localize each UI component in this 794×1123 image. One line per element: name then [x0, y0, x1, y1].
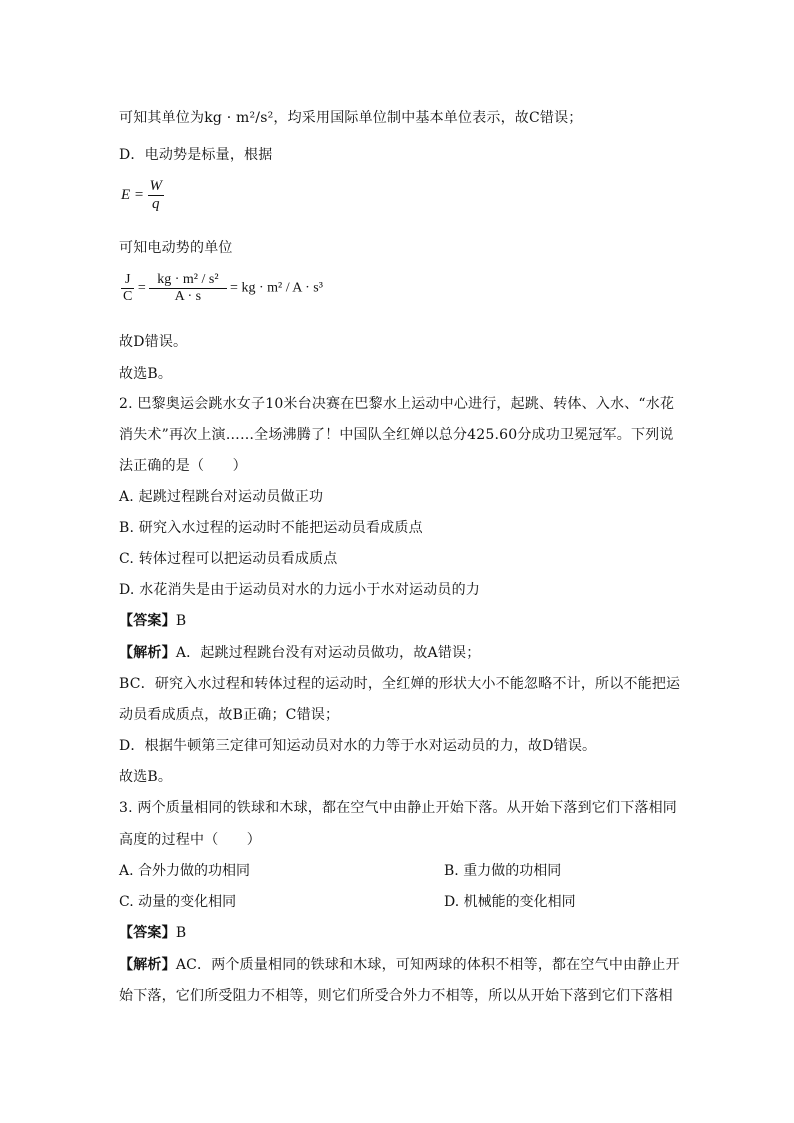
text-line: 故选B。 — [119, 366, 173, 382]
question-text: 3. 两个质量相同的铁球和木球，都在空气中由静止开始下落。从开始下落到它们下落相同 — [119, 800, 678, 816]
option-d: D. 机械能的变化相同 — [444, 894, 576, 910]
option-c: C. 转体过程可以把运动员看成质点 — [119, 551, 338, 567]
fraction-numerator: J — [124, 272, 131, 287]
explanation-text: D．根据牛顿第三定律可知运动员对水的力等于水对运动员的力，故D错误。 — [119, 738, 597, 754]
answer-line — [119, 611, 186, 631]
fraction — [121, 272, 134, 305]
explanation-text: A．起跳过程跳台没有对运动员做功，故A错误； — [175, 645, 481, 661]
explanation-text: BC．研究入水过程和转体过程的运动时，全红婵的形状大小不能忽略不计，所以不能把运 — [119, 676, 681, 692]
option-b: B. 重力做的功相同 — [444, 863, 562, 879]
text-line: 可知电动势的单位 — [119, 240, 233, 256]
option-a: A. 起跳过程跳台对运动员做正功 — [119, 489, 324, 505]
question-text: 高度的过程中（ ） — [119, 832, 261, 848]
equation-unit — [121, 272, 323, 305]
eq-rhs: = kg · m² / A · s³ — [230, 280, 323, 296]
explanation-label: 【解析】 — [119, 957, 176, 973]
explanation-text: AC．两个质量相同的铁球和木球，可知两球的体积不相等，都在空气中由静止开 — [175, 957, 680, 973]
text-line: 可知其单位为kg · m²/s²，均采用国际单位制中基本单位表示，故C错误； — [119, 110, 583, 126]
answer-value: B — [175, 925, 187, 941]
fraction — [148, 178, 165, 213]
answer-value: B — [175, 613, 187, 629]
option-a: A. 合外力做的功相同 — [119, 863, 251, 879]
eq-lhs: E = — [121, 187, 145, 203]
option-c: C. 动量的变化相同 — [119, 894, 237, 910]
question-text: 2. 巴黎奥运会跳水女子10米台决赛在巴黎水上运动中心进行，起跳、转体、入水、“水花 — [119, 396, 675, 412]
text-line: 故D错误。 — [119, 334, 188, 350]
fraction-denominator: C — [123, 289, 133, 304]
option-b: B. 研究入水过程的运动时不能把运动员看成质点 — [119, 520, 423, 536]
explanation-text: 始下落，它们所受阻力不相等，则它们所受合外力不相等，所以从开始下落到它们下落相 — [119, 988, 673, 1004]
explanation-label: 【解析】 — [119, 645, 176, 661]
answer-label: 【答案】 — [119, 613, 176, 629]
question-text: 消失术”再次上演……全场沸腾了！中国队全红婵以总分425.60分成功卫冕冠军。下列说 — [119, 427, 674, 443]
explanation-line — [119, 955, 680, 975]
fraction-denominator: q — [148, 195, 165, 213]
question-text: 法正确的是（ ） — [119, 458, 247, 474]
fraction — [149, 272, 226, 305]
option-d: D. 水花消失是由于运动员对水的力远小于水对运动员的力 — [119, 582, 481, 598]
equation-emf — [121, 178, 164, 213]
text-line: D．电动势是标量，根据 — [119, 147, 273, 163]
explanation-text: 动员看成质点，故B正确；C错误； — [119, 707, 340, 723]
equals-sign: = — [137, 280, 146, 296]
answer-label: 【答案】 — [119, 925, 176, 941]
fraction-numerator: W — [149, 178, 163, 194]
answer-line — [119, 923, 186, 943]
fraction-numerator: kg · m² / s² — [157, 272, 219, 287]
explanation-text: 故选B。 — [119, 769, 173, 785]
explanation-line — [119, 643, 480, 663]
fraction-denominator: A · s — [149, 288, 226, 305]
